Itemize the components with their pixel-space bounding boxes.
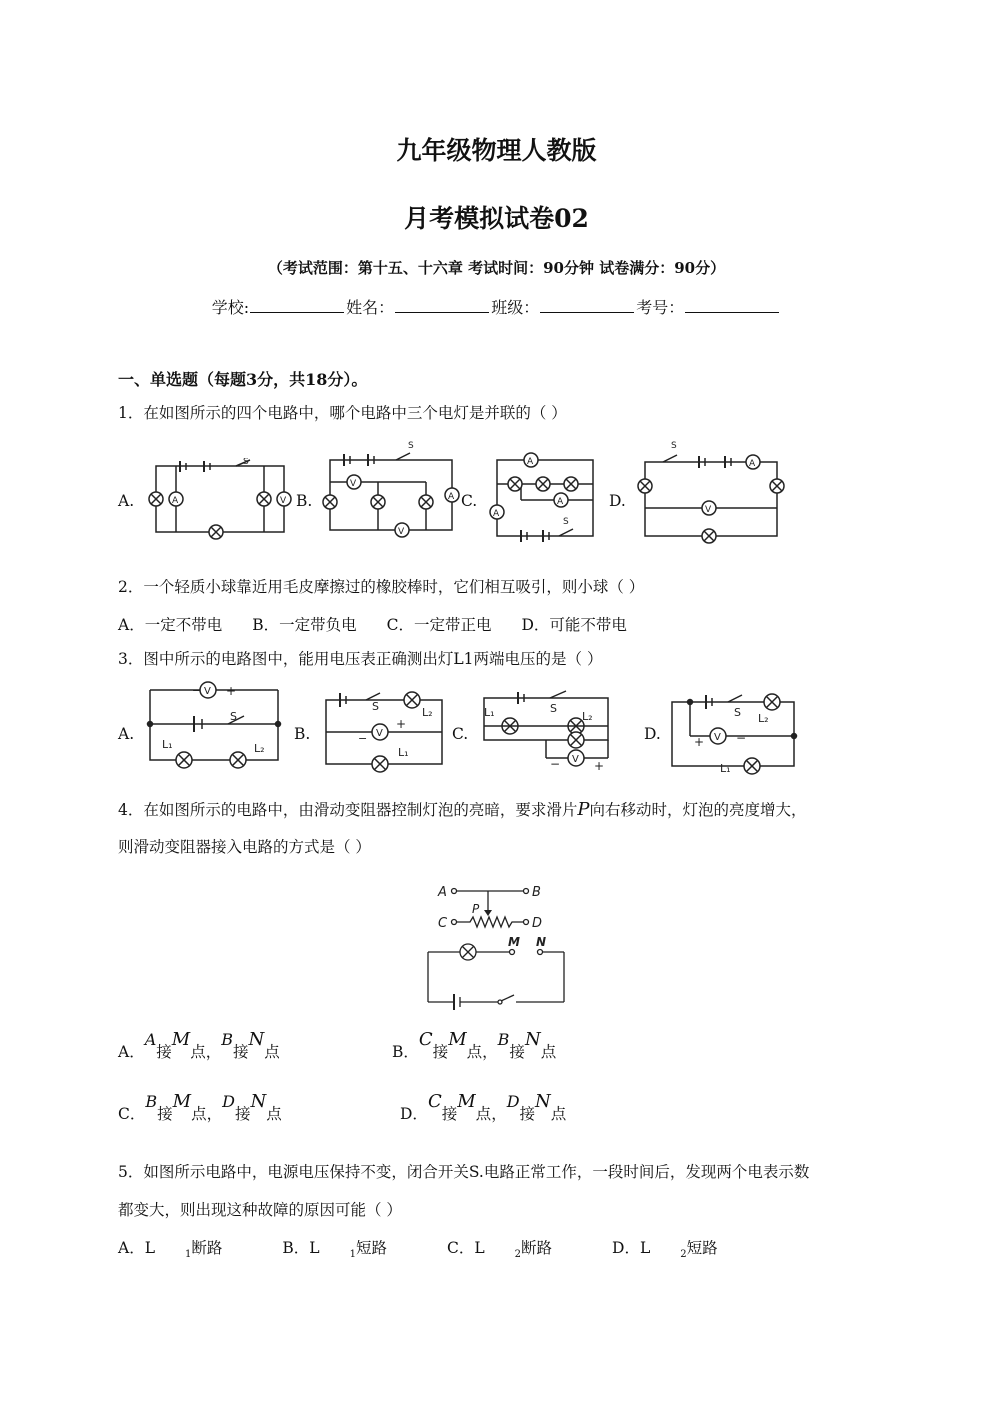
q4-b-term4: N [524, 1029, 541, 1050]
svg-text:V: V [376, 728, 383, 739]
svg-text:S: S [563, 517, 569, 527]
q3-label-c: C. [452, 725, 469, 743]
name-blank[interactable] [395, 298, 489, 313]
q1-circuit-b [318, 440, 468, 545]
svg-text:N: N [536, 935, 547, 949]
svg-text:+: + [694, 735, 705, 749]
question-3-text: 3．图中所示的电路图中，能用电压表正确测出灯L1两端电压的是（ ） [118, 650, 603, 668]
svg-text:A: A [527, 457, 534, 467]
q4-b-connect2: 接 [509, 1043, 525, 1061]
school-blank[interactable] [250, 298, 344, 313]
q5-option-c[interactable] [446, 1239, 582, 1261]
q5-d-pre: D．L [612, 1239, 651, 1257]
number-label: 考号： [636, 298, 685, 317]
class-blank[interactable] [540, 298, 634, 313]
q4-option-a[interactable] [118, 1029, 280, 1062]
q4-d-connect1: 接 [441, 1105, 458, 1123]
q3-label-d: D. [644, 725, 661, 743]
q5-a-post: 断路 [191, 1239, 223, 1257]
q3-label-b: B. [294, 725, 311, 743]
title-line-1: 九年级物理人教版 [396, 136, 597, 165]
svg-text:D: D [532, 916, 543, 931]
question-2-text: 2．一个轻质小球靠近用毛皮摩擦过的橡胶棒时，它们相互吸引，则小球（ ） [118, 578, 645, 596]
svg-text:A: A [749, 459, 756, 469]
svg-text:V: V [350, 479, 357, 489]
q1-label-c: C. [461, 492, 478, 510]
q5-a-pre: A．L [118, 1239, 155, 1257]
svg-text:L₂: L₂ [422, 706, 433, 719]
q5-b-pre: B．L [282, 1239, 320, 1257]
q4-c-point2: 点 [266, 1105, 282, 1123]
q4-option-a-label: A． [118, 1043, 145, 1061]
q5-c-post: 断路 [521, 1239, 553, 1257]
svg-text:+: + [226, 684, 237, 698]
class-label: 班级： [491, 298, 540, 317]
q5-b-post: 短路 [355, 1239, 387, 1257]
q4-c-comma: ， [206, 1105, 223, 1123]
q4-rheostat-circuit [420, 880, 575, 1010]
svg-text:A: A [493, 509, 500, 519]
q4-option-b-label: B． [392, 1043, 419, 1061]
svg-text:M: M [508, 935, 520, 949]
svg-text:V: V [705, 505, 712, 515]
svg-text:A: A [438, 885, 447, 900]
svg-text:L₁: L₁ [484, 706, 495, 719]
q4-a-point1: 点 [190, 1043, 206, 1061]
svg-text:A: A [557, 497, 564, 507]
q4-a-term1: A [144, 1030, 157, 1049]
q4-option-b[interactable] [392, 1029, 557, 1062]
q4-slider-p: P [577, 799, 590, 820]
q4-c-point1: 点 [191, 1105, 207, 1123]
svg-text:S: S [230, 710, 237, 723]
school-label: 学校: [211, 298, 250, 317]
svg-text:V: V [714, 732, 721, 743]
q4-b-point1: 点 [466, 1043, 483, 1061]
svg-text:+: + [396, 717, 407, 731]
q4-d-term2: M [457, 1091, 476, 1112]
q1-label-d: D. [609, 492, 626, 510]
q5-option-b[interactable] [282, 1239, 417, 1261]
q4-d-point2: 点 [550, 1105, 567, 1123]
q4-option-c[interactable] [118, 1091, 282, 1124]
q4-a-point2: 点 [264, 1043, 280, 1061]
q4-d-point1: 点 [475, 1105, 492, 1123]
q4-c-term1: B [145, 1092, 158, 1111]
svg-text:L₂: L₂ [582, 710, 593, 723]
q5-b-sub: 1 [349, 1249, 356, 1261]
svg-text:S: S [671, 441, 677, 451]
svg-text:S: S [408, 441, 414, 451]
q4-text-a: 4．在如图所示的电路中，由滑动变阻器控制灯泡的亮暗，要求滑片 [118, 801, 578, 819]
q1-label-a: A. [118, 492, 135, 510]
student-info-fields [0, 295, 993, 318]
q4-text-b: 向右移动时，灯泡的亮度增大， [589, 801, 807, 819]
q4-a-connect1: 接 [156, 1043, 172, 1061]
q4-c-term3: D [222, 1092, 235, 1111]
exam-scope: （考试范围：第十五、十六章 考试时间：90分钟 试卷满分：90分） [267, 259, 726, 277]
question-4-line-1 [118, 799, 807, 821]
q4-b-connect1: 接 [432, 1043, 449, 1061]
question-5-line-1: 5．如图所示电路中，电源电压保持不变，闭合开关S.电路正常工作，一段时间后，发现两个电表示数 [118, 1163, 810, 1181]
q3-circuit-c [478, 688, 613, 773]
q4-d-term3: D [506, 1092, 520, 1111]
svg-text:L₁: L₁ [398, 746, 409, 759]
q4-a-comma: ， [205, 1043, 222, 1061]
svg-text:L₂: L₂ [254, 742, 265, 755]
svg-text:V: V [280, 496, 287, 506]
question-1-text: 1．在如图所示的四个电路中，哪个电路中三个电灯是并联的（ ） [118, 404, 567, 422]
svg-text:V: V [204, 686, 211, 697]
q4-option-d-label: D． [400, 1105, 428, 1123]
svg-text:+: + [594, 759, 605, 773]
title-line-2: 月考模拟试卷02 [404, 204, 589, 233]
svg-text:P: P [472, 902, 480, 916]
q5-c-sub: 2 [514, 1249, 521, 1261]
q3-circuit-a [142, 680, 287, 775]
q4-a-connect2: 接 [233, 1043, 249, 1061]
q4-c-connect1: 接 [157, 1105, 173, 1123]
svg-text:−: − [550, 757, 561, 771]
q4-d-term1: C [427, 1091, 442, 1112]
svg-text:B: B [532, 885, 541, 900]
q4-b-term2: M [448, 1029, 467, 1050]
switch-label: S [243, 458, 249, 467]
q3-label-a: A. [118, 725, 135, 743]
svg-text:S: S [372, 700, 379, 713]
q4-b-comma: ， [482, 1043, 498, 1061]
q5-options [118, 1236, 778, 1260]
q5-a-sub: 1 [185, 1249, 192, 1261]
number-blank[interactable] [685, 298, 779, 313]
svg-text:−: − [192, 684, 202, 697]
q5-option-a[interactable] [118, 1239, 252, 1261]
q4-b-term1: C [418, 1029, 433, 1050]
q4-d-comma: ， [491, 1105, 507, 1123]
q2-option-d[interactable]: D．可能不带电 [521, 616, 627, 634]
name-label: 姓名： [346, 298, 395, 317]
q4-b-term3: B [497, 1030, 510, 1049]
q2-option-b[interactable]: B．一定带负电 [252, 616, 357, 634]
q1-circuit-c [485, 450, 605, 545]
q4-a-term3: B [221, 1030, 234, 1049]
q1-circuit-a-labels [140, 458, 300, 488]
q4-a-term2: M [171, 1029, 191, 1050]
q4-a-term4: N [248, 1029, 265, 1050]
q4-c-term2: M [172, 1091, 192, 1112]
svg-text:V: V [398, 527, 405, 537]
q5-option-d[interactable] [612, 1239, 748, 1261]
section-title: 一、单选题（每题3分，共18分）。 [118, 370, 368, 389]
q2-option-a[interactable]: A．一定不带电 [118, 616, 223, 634]
q5-d-sub: 2 [680, 1249, 687, 1261]
svg-text:−: − [736, 731, 747, 745]
svg-text:L₂: L₂ [758, 712, 769, 725]
q4-option-d[interactable] [400, 1091, 567, 1124]
q4-c-connect2: 接 [234, 1105, 251, 1123]
svg-text:A: A [448, 492, 455, 502]
svg-text:S: S [734, 706, 741, 719]
svg-text:C: C [438, 916, 448, 931]
svg-text:S: S [550, 702, 557, 715]
svg-text:A: A [172, 496, 179, 506]
svg-text:V: V [572, 754, 579, 765]
q3-circuit-b [318, 688, 453, 773]
q1-circuit-d [633, 438, 793, 548]
svg-text:L₁: L₁ [720, 762, 731, 775]
q3-circuit-d [668, 690, 800, 775]
q2-options [118, 613, 657, 635]
q5-c-pre: C．L [446, 1239, 485, 1257]
q4-c-term4: N [250, 1091, 267, 1112]
q4-b-point2: 点 [540, 1043, 557, 1061]
q5-d-post: 短路 [686, 1239, 718, 1257]
q4-d-connect2: 接 [519, 1105, 536, 1123]
svg-text:−: − [358, 732, 368, 745]
q1-label-b: B. [296, 492, 313, 510]
svg-text:L₁: L₁ [162, 738, 173, 751]
q4-d-term4: N [535, 1091, 551, 1112]
question-4-line-2: 则滑动变阻器接入电路的方式是（ ） [118, 838, 371, 856]
q4-option-c-label: C． [118, 1105, 146, 1123]
question-5-line-2: 都变大，则出现这种故障的原因可能（ ） [118, 1201, 402, 1219]
q2-option-c[interactable]: C．一定带正电 [386, 616, 492, 634]
